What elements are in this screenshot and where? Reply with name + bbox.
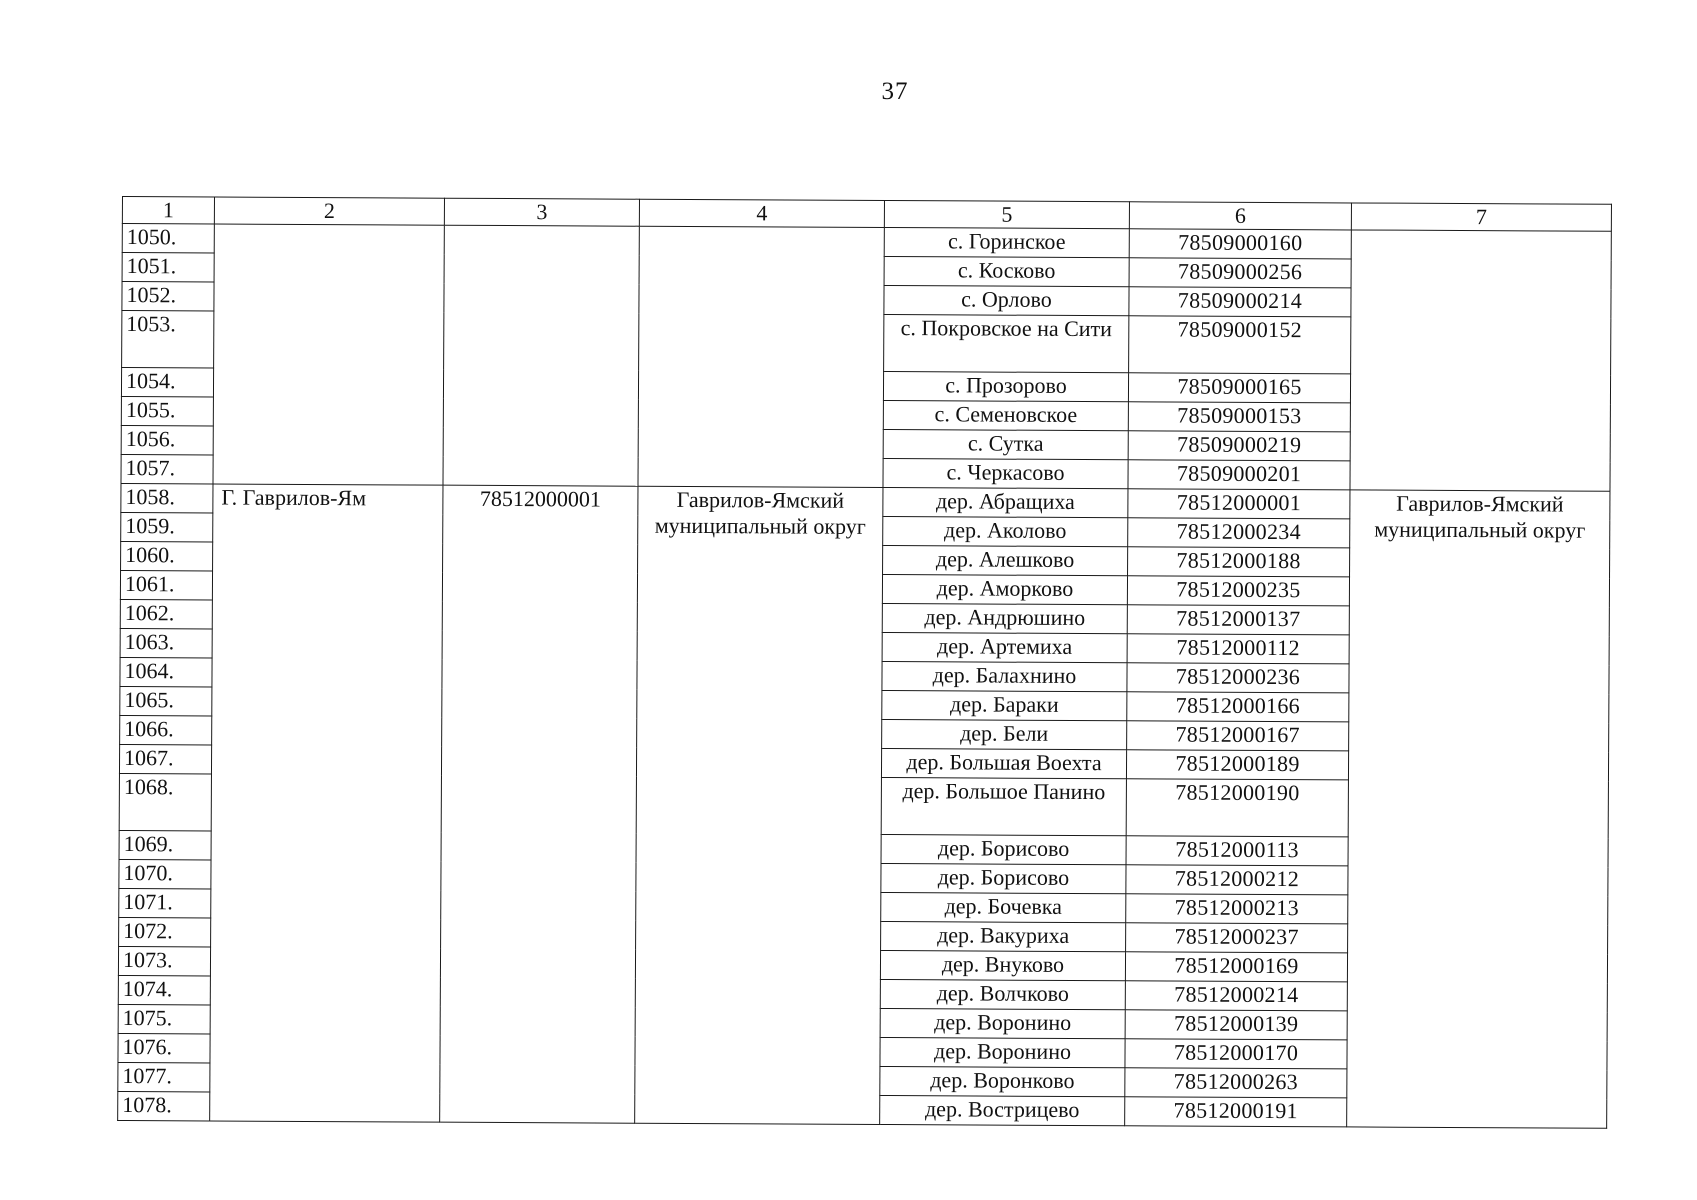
row-number: 1076. — [118, 1033, 210, 1062]
row-number: 1066. — [120, 715, 212, 744]
region-code-cell — [443, 225, 639, 486]
header-cell: 6 — [1129, 202, 1351, 230]
settlement-code: 78509000214 — [1129, 287, 1351, 317]
row-number: 1065. — [120, 686, 212, 715]
settlement-code: 78509000219 — [1128, 431, 1350, 461]
settlement-code: 78512000137 — [1127, 605, 1349, 635]
header-cell: 4 — [639, 199, 884, 227]
municipal-district-cell — [1350, 230, 1611, 491]
table-body — [118, 197, 1612, 1129]
settlement-name: дер. Аморково — [882, 574, 1127, 604]
document-sheet — [117, 196, 1612, 1129]
row-number: 1078. — [118, 1091, 210, 1120]
settlement-name: дер. Воронково — [880, 1066, 1125, 1096]
settlement-name: с. Сутка — [883, 429, 1128, 459]
row-number: 1077. — [118, 1062, 210, 1091]
row-number: 1063. — [120, 628, 212, 657]
settlement-code: 78509000201 — [1128, 460, 1350, 490]
municipality-cell: Гаврилов-Ямский муниципальный округ — [635, 486, 883, 1124]
settlement-name: с. Черкасово — [883, 458, 1128, 488]
settlement-name: дер. Воронино — [880, 1037, 1125, 1067]
region-cell — [213, 224, 444, 485]
settlement-code: 78512000213 — [1126, 894, 1348, 924]
settlements-table — [117, 196, 1612, 1129]
row-number: 1053. — [122, 311, 214, 368]
settlement-name: дер. Борисово — [881, 834, 1126, 864]
region-cell: Г. Гаврилов-Ям — [210, 484, 443, 1122]
settlement-code: 78509000256 — [1129, 258, 1351, 288]
header-cell: 3 — [444, 198, 639, 226]
header-cell: 2 — [214, 197, 444, 225]
settlement-code: 78512000189 — [1126, 750, 1348, 780]
settlement-code: 78512000169 — [1125, 952, 1347, 982]
settlement-name: с. Семеновское — [883, 400, 1128, 430]
page-number: 37 — [881, 78, 909, 105]
settlement-code: 78512000237 — [1126, 923, 1348, 953]
settlement-code: 78512000235 — [1127, 576, 1349, 606]
row-number: 1060. — [121, 541, 213, 570]
settlement-name: дер. Вострицево — [880, 1095, 1125, 1125]
settlement-name: дер. Балахнино — [882, 661, 1127, 691]
settlement-code: 78512000113 — [1126, 836, 1348, 866]
settlement-name: дер. Андрюшино — [882, 603, 1127, 633]
settlement-name: с. Косково — [884, 256, 1129, 286]
row-number: 1071. — [119, 888, 211, 917]
settlement-code: 78512000170 — [1125, 1039, 1347, 1069]
row-number: 1075. — [118, 1004, 210, 1033]
row-number: 1050. — [122, 224, 214, 253]
municipality-cell — [638, 226, 884, 487]
settlement-name: дер. Алешково — [883, 545, 1128, 575]
row-number: 1055. — [121, 396, 213, 425]
row-number: 1058. — [121, 483, 213, 512]
settlement-name: дер. Большое Панино — [881, 777, 1126, 835]
settlement-code: 78509000153 — [1128, 402, 1350, 432]
settlement-name: дер. Воронино — [880, 1008, 1125, 1038]
settlement-name: дер. Волчково — [880, 979, 1125, 1009]
row-number: 1070. — [119, 859, 211, 888]
row-number: 1069. — [119, 830, 211, 859]
settlement-code: 78512000166 — [1127, 692, 1349, 722]
settlement-name: дер. Артемиха — [882, 632, 1127, 662]
row-number: 1057. — [121, 454, 213, 483]
settlement-name: дер. Абращиха — [883, 487, 1128, 517]
row-number: 1051. — [122, 253, 214, 282]
settlement-code: 78512000188 — [1128, 547, 1350, 577]
row-number: 1067. — [119, 744, 211, 773]
row-number: 1061. — [120, 570, 212, 599]
settlement-name: дер. Бочевка — [881, 892, 1126, 922]
settlement-name: с. Покровское на Сити — [884, 314, 1129, 372]
settlement-code: 78512000234 — [1128, 518, 1350, 548]
region-code-cell: 78512000001 — [440, 485, 638, 1123]
settlement-code: 78509000152 — [1129, 316, 1351, 374]
row-number: 1054. — [121, 368, 213, 397]
row-number: 1074. — [118, 975, 210, 1004]
header-cell: 5 — [884, 200, 1129, 228]
settlement-code: 78512000263 — [1125, 1068, 1347, 1098]
row-number: 1056. — [121, 425, 213, 454]
settlement-name: дер. Бели — [882, 719, 1127, 749]
settlement-code: 78509000165 — [1128, 373, 1350, 403]
row-number: 1059. — [121, 512, 213, 541]
settlement-code: 78512000212 — [1126, 865, 1348, 895]
settlement-name: с. Горинское — [884, 227, 1129, 257]
settlement-code: 78512000190 — [1126, 779, 1348, 837]
settlement-name: дер. Вакуриха — [881, 921, 1126, 951]
settlement-name: дер. Внуково — [880, 950, 1125, 980]
settlement-code: 78512000112 — [1127, 634, 1349, 664]
header-cell: 1 — [122, 197, 214, 224]
row-number: 1062. — [120, 599, 212, 628]
settlement-name: дер. Бараки — [882, 690, 1127, 720]
settlement-code: 78512000236 — [1127, 663, 1349, 693]
municipal-district-cell: Гаврилов-Ямский муниципальный округ — [1347, 490, 1610, 1128]
settlement-code: 78512000001 — [1128, 489, 1350, 519]
settlement-code: 78512000214 — [1125, 981, 1347, 1011]
settlement-name: с. Прозорово — [883, 371, 1128, 401]
row-number: 1072. — [119, 917, 211, 946]
row-number: 1068. — [119, 773, 211, 830]
settlement-name: дер. Большая Воехта — [881, 748, 1126, 778]
settlement-name: дер. Аколово — [883, 516, 1128, 546]
row-number: 1073. — [118, 946, 210, 975]
header-cell: 7 — [1351, 203, 1611, 231]
settlement-code: 78509000160 — [1129, 229, 1351, 259]
row-number: 1052. — [122, 282, 214, 311]
row-number: 1064. — [120, 657, 212, 686]
settlement-name: дер. Борисово — [881, 863, 1126, 893]
settlement-code: 78512000191 — [1125, 1097, 1347, 1127]
settlement-name: с. Орлово — [884, 285, 1129, 315]
settlement-code: 78512000139 — [1125, 1010, 1347, 1040]
settlement-code: 78512000167 — [1127, 721, 1349, 751]
